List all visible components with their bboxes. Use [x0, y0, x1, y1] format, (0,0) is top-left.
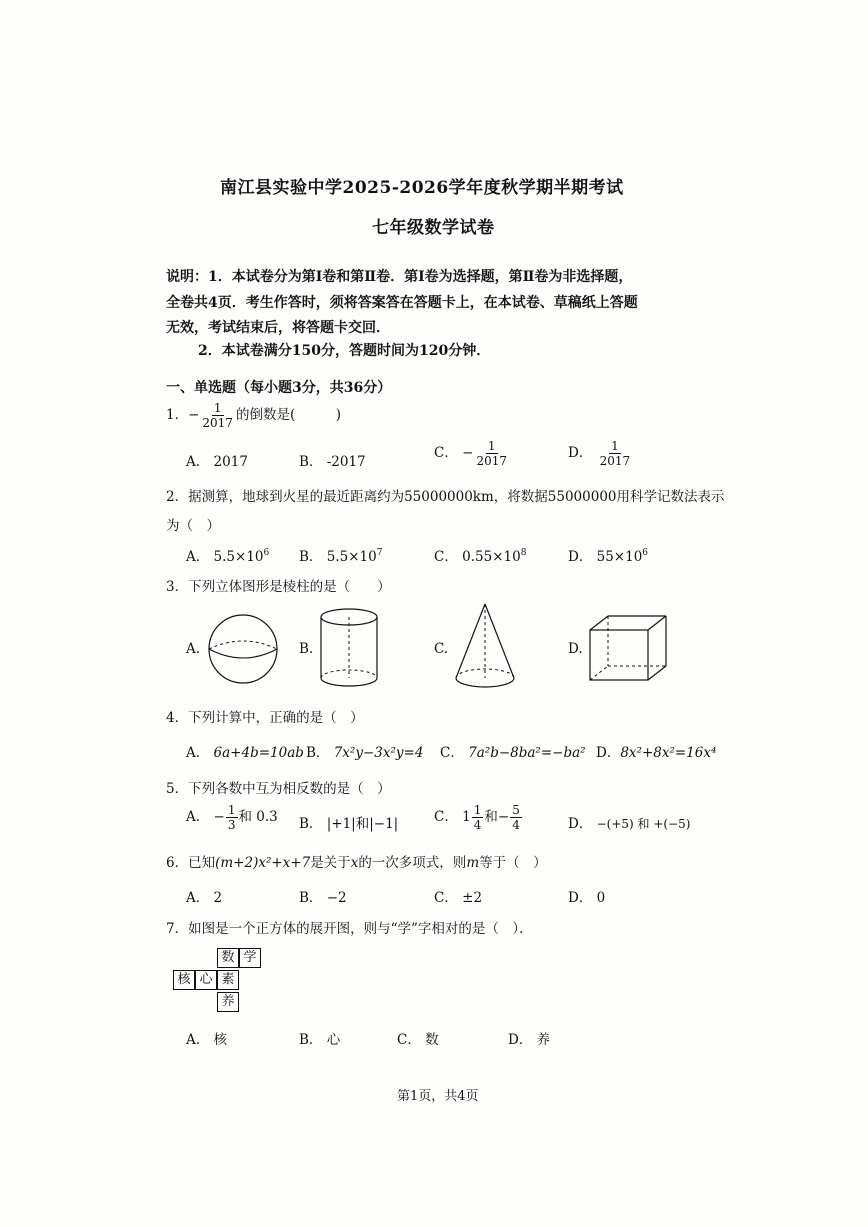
q6-option-c-label: C． [434, 890, 458, 906]
question-2-stem: 2．据测算，地球到火星的最近距离约为55000000km，将数据55000000用科学记数法表示 [166, 489, 725, 505]
question-7-stem: 7．如图是一个正方体的展开图，则与“学”字相对的是（ ）． [166, 921, 533, 937]
question-6-stem [166, 851, 547, 871]
q5-option-a-tail: 和 0.3 [238, 809, 278, 825]
q5-option-c [434, 804, 523, 831]
question-1-stem [166, 402, 341, 429]
q3-option-b-label: B. [299, 641, 314, 657]
question-6-stem-mid: 是关于 [310, 855, 351, 871]
q1-option-c-fraction [474, 440, 509, 467]
q2-option-b [299, 545, 382, 565]
q2-option-d-base: 55×10 [596, 549, 643, 565]
q5-option-c-fraction-2 [510, 804, 522, 831]
q2-option-d-exp: 6 [642, 548, 649, 558]
q7-option-d-label: D． [508, 1032, 533, 1048]
q5-option-d-text: −(+5) 和 +(−5) [596, 817, 691, 831]
q5-option-d [568, 812, 690, 832]
q4-option-a [186, 741, 304, 761]
q2-option-a-label: A． [186, 549, 210, 565]
q1-option-c-num: 1 [487, 439, 496, 453]
q5-option-b [299, 812, 398, 832]
q1-option-c [434, 440, 510, 467]
q1-option-d-num: 1 [611, 439, 619, 453]
q5-option-c-den-2: 4 [512, 818, 520, 832]
question-1-number: 1． [166, 407, 189, 423]
q1-option-b-label: B． [299, 454, 323, 470]
q5-option-c-mid: 和− [484, 809, 510, 825]
question-1-frac-num: 1 [213, 401, 222, 415]
q2-option-d-label: D． [568, 549, 593, 565]
exam-subtitle: 七年级数学试卷 [372, 218, 495, 238]
q6-option-c-text: ±2 [462, 890, 483, 906]
q7-option-d [508, 1028, 550, 1048]
q2-option-c-label: C． [434, 549, 458, 565]
exam-title: 南江县实验中学2025-2026学年度秋学期半期考试 [220, 178, 624, 198]
q2-option-a-base: 5.5×10 [213, 549, 264, 565]
cone-figure [453, 602, 517, 692]
q2-option-a [186, 545, 269, 565]
question-6-expression: (m+2)x²+x+7 [215, 855, 311, 871]
question-5-stem: 5．下列各数中互为相反数的是（ ） [166, 781, 391, 797]
q4-option-d-text: 8x²+8x²=16x⁴ [620, 745, 717, 761]
q5-option-c-num-2: 5 [512, 803, 520, 817]
q6-option-a-text: 2 [213, 890, 223, 906]
question-1-fraction [200, 402, 235, 429]
q5-option-c-num: 1 [473, 803, 482, 817]
net-cell-su: 素 [217, 970, 239, 990]
question-6-stem-tail: 等于（ ） [479, 855, 547, 871]
instructions-line-4: 2．本试卷满分150分，答题时间为120分钟． [198, 343, 491, 359]
q7-option-b-label: B． [299, 1032, 323, 1048]
q5-option-c-whole: 1 [462, 809, 471, 825]
q7-option-a-text: 核 [213, 1032, 228, 1048]
net-cell-shu: 数 [217, 948, 239, 968]
q1-option-d-label: D． [568, 445, 593, 461]
q7-option-b-text: 心 [326, 1032, 341, 1048]
q4-option-c [440, 741, 586, 761]
question-3-stem: 3．下列立体图形是棱柱的是（ ） [166, 579, 391, 595]
cylinder-figure [318, 606, 380, 690]
q6-option-d-label: D． [568, 890, 593, 906]
q3-option-a-label: A. [186, 641, 201, 657]
q5-option-a-label: A． [186, 809, 210, 825]
instructions-line-2: 全卷共4页．考生作答时，须将答案答在答题卡上，在本试卷、草稿纸上答题 [166, 295, 638, 311]
q5-option-a [186, 804, 278, 831]
sphere-figure [205, 612, 281, 686]
q6-option-c [434, 886, 482, 906]
q1-option-b-text: -2017 [326, 454, 366, 470]
net-cell-xue: 学 [239, 948, 261, 968]
net-cell-xin: 心 [195, 970, 217, 990]
q7-option-c [397, 1028, 439, 1048]
net-cell-he: 核 [173, 970, 195, 990]
q5-option-c-fraction [472, 804, 484, 831]
q5-option-a-fraction [226, 804, 238, 831]
page-footer: 第1页，共4页 [397, 1089, 479, 1104]
q5-option-b-label: B． [299, 816, 323, 832]
q5-option-b-text: |+1|和|−1| [326, 816, 399, 832]
q2-option-b-label: B． [299, 549, 323, 565]
question-1-minus: − [188, 407, 200, 423]
q4-option-d [596, 741, 716, 761]
q1-option-d [568, 440, 633, 467]
q4-option-b [306, 741, 423, 761]
q6-option-a [186, 886, 222, 906]
net-cell-yang: 养 [217, 992, 239, 1012]
instructions-line-1: 说明：1．本试卷分为第Ⅰ卷和第Ⅱ卷．第Ⅰ卷为选择题，第Ⅱ卷为非选择题， [166, 269, 633, 285]
question-6-var-x: x [350, 855, 359, 871]
q1-option-a [186, 450, 248, 470]
q4-option-b-text: 7x²y−3x²y=4 [333, 745, 424, 761]
q1-option-c-den: 2017 [476, 454, 507, 468]
q2-option-c-base: 0.55×10 [462, 549, 521, 565]
q6-option-d-text: 0 [596, 890, 606, 906]
section-heading: 一、单选题（每小题3分，共36分） [166, 380, 392, 396]
q4-option-c-label: C． [440, 745, 464, 761]
q1-option-c-minus: − [462, 445, 474, 461]
q5-option-c-den: 4 [473, 818, 482, 832]
q7-option-c-label: C． [397, 1032, 421, 1048]
q4-option-c-text: 7a²b−8ba²=−ba² [468, 745, 586, 761]
q2-option-b-exp: 7 [376, 548, 383, 558]
q2-option-c [434, 545, 526, 565]
q4-option-a-text: 6a+4b=10ab [213, 745, 304, 761]
question-6-stem-mid-2: 的一次多项式，则 [358, 855, 467, 871]
q6-option-b-label: B． [299, 890, 323, 906]
q4-option-b-label: B． [306, 745, 330, 761]
q3-option-d-label: D. [568, 641, 583, 657]
q2-option-c-exp: 8 [520, 548, 527, 558]
q7-option-a [186, 1028, 227, 1048]
question-4-stem: 4．下列计算中，正确的是（ ） [166, 710, 364, 726]
question-1-stem-tail: 的倒数是( ) [235, 407, 341, 423]
q6-option-d [568, 886, 605, 906]
q1-option-d-fraction [598, 440, 633, 467]
question-1-frac-den: 2017 [202, 416, 233, 430]
q4-option-a-label: A． [186, 745, 210, 761]
q7-option-c-text: 数 [425, 1032, 439, 1048]
q2-option-a-exp: 6 [263, 548, 270, 558]
q3-option-c-label: C. [434, 641, 449, 657]
question-6-stem-pre: 6．已知 [166, 855, 216, 871]
q7-option-d-text: 养 [536, 1032, 551, 1048]
q2-option-d [568, 545, 648, 565]
prism-figure [588, 614, 668, 684]
q1-option-a-text: 2017 [213, 454, 248, 470]
q2-option-b-base: 5.5×10 [326, 549, 377, 565]
q7-option-b [299, 1028, 340, 1048]
q1-option-d-den: 2017 [599, 454, 631, 468]
q6-option-a-label: A． [186, 890, 210, 906]
q7-option-a-label: A． [186, 1032, 210, 1048]
q5-option-a-num: 1 [227, 803, 236, 817]
q5-option-a-minus: − [213, 809, 225, 825]
q5-option-d-label: D． [568, 816, 593, 832]
q1-option-c-label: C． [434, 445, 458, 461]
question-6-var-m: m [466, 855, 480, 871]
q5-option-c-label: C． [434, 809, 458, 825]
q5-option-a-den: 3 [227, 818, 236, 832]
q6-option-b [299, 886, 347, 906]
q1-option-a-label: A． [186, 454, 210, 470]
instructions-line-3: 无效，考试结束后，将答题卡交回． [166, 320, 390, 336]
question-2-stem-2: 为（ ） [166, 518, 220, 534]
q1-option-b [299, 450, 366, 470]
q6-option-b-text: −2 [326, 890, 347, 906]
q4-option-d-label: D． [596, 745, 621, 761]
